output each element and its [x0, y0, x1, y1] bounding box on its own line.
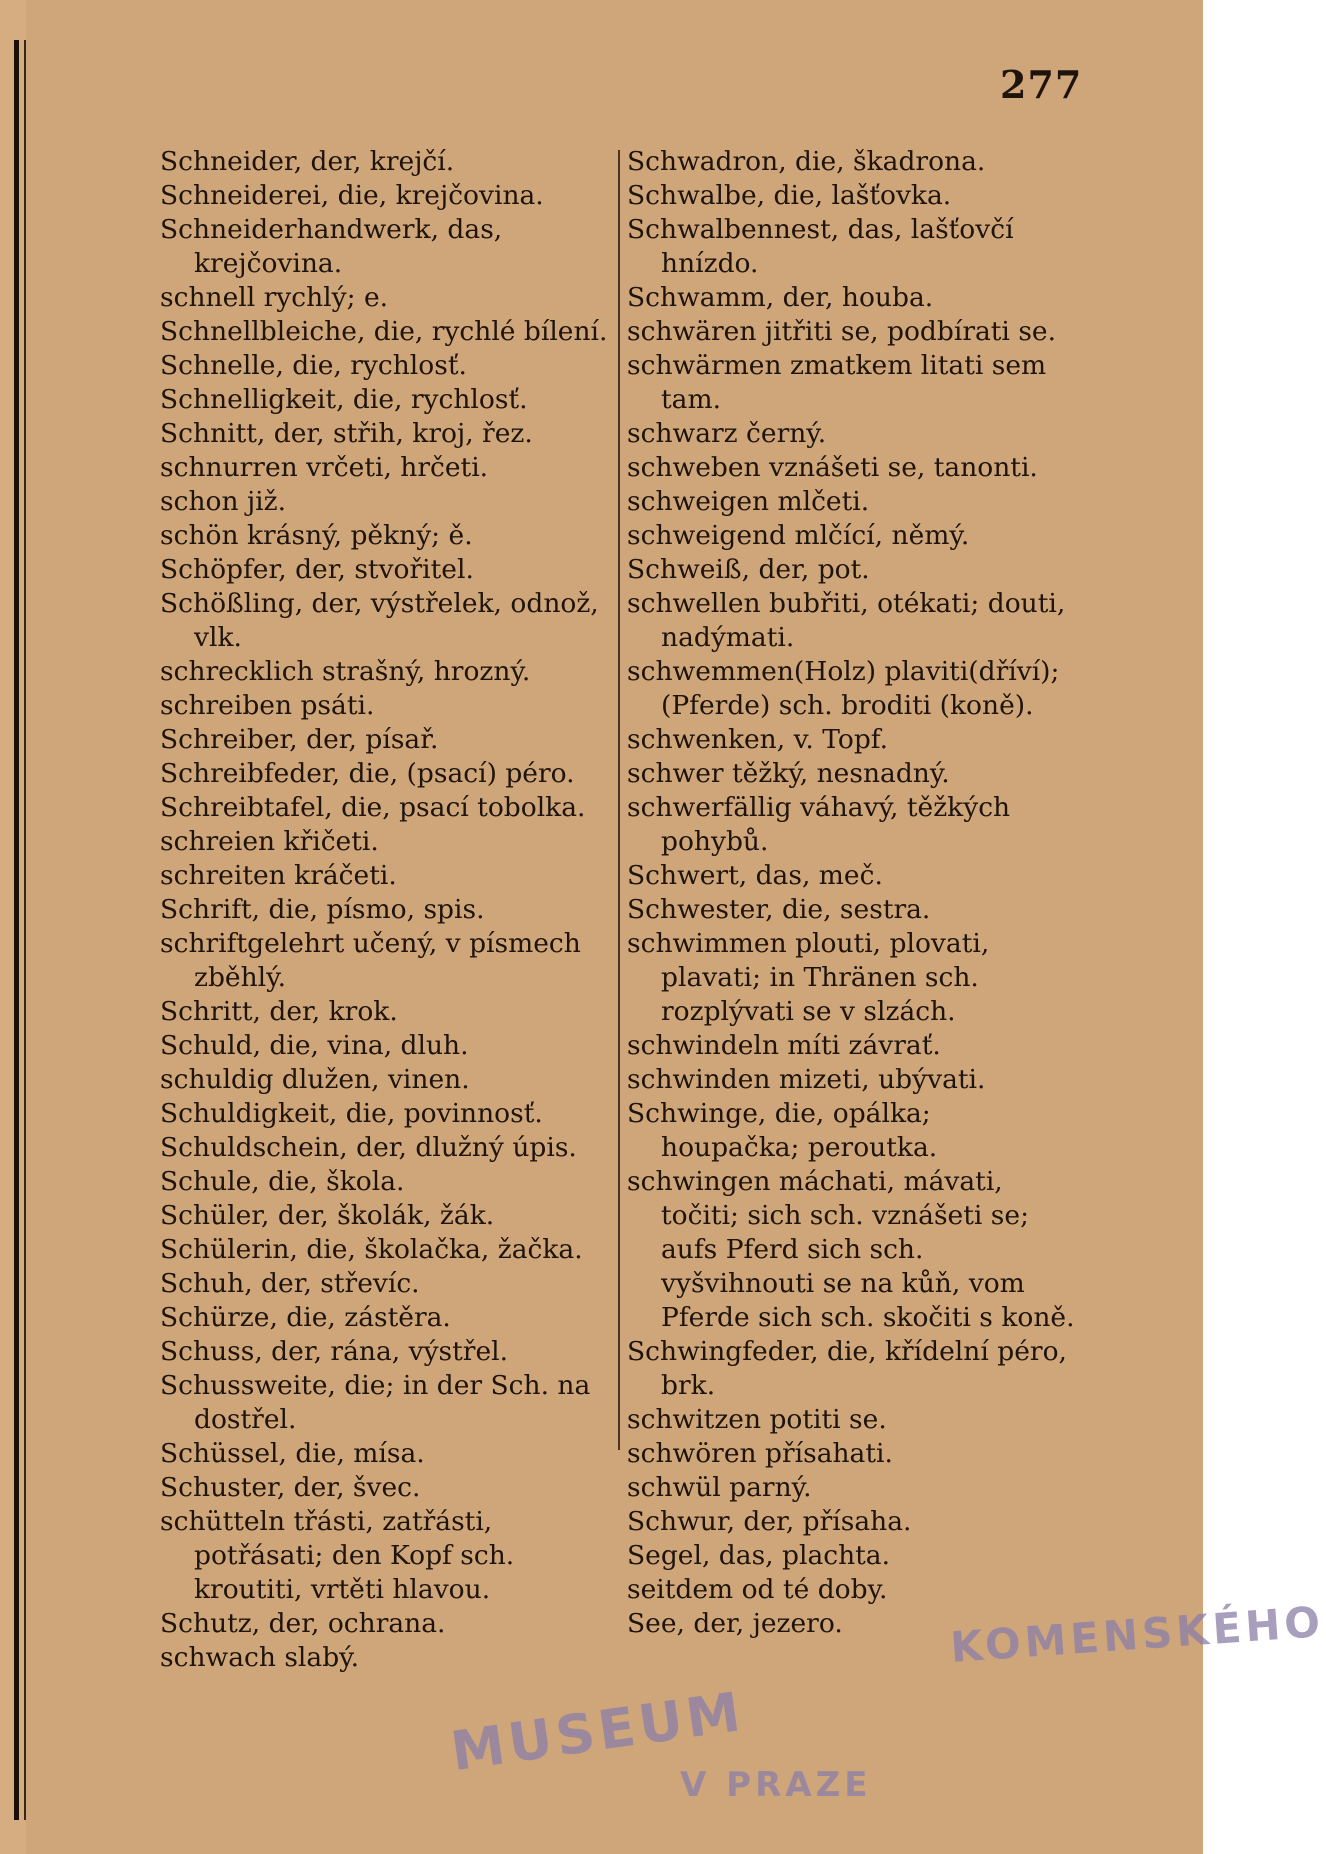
dictionary-entry: schwären jitřiti se, podbírati se.	[627, 316, 1057, 347]
dictionary-entry: seitdem od té doby.	[627, 1574, 888, 1605]
column-divider	[618, 150, 620, 1450]
dictionary-entry: schwimmen plouti, plovati, plavati; in Thränen sch. rozplývati se v slzách.	[627, 928, 990, 1027]
dictionary-entry: schon již.	[160, 486, 287, 517]
dictionary-entry: schnurren vrčeti, hrčeti.	[160, 452, 489, 483]
dictionary-entry: Schülerin, die, školačka, žačka.	[160, 1234, 583, 1265]
dictionary-entry: schön krásný, pěkný; ě.	[160, 520, 473, 551]
dictionary-entry: schwer těžký, nesnadný.	[627, 758, 950, 789]
dictionary-entry: schreien křičeti.	[160, 826, 379, 857]
dictionary-entry: Schwester, die, sestra.	[627, 894, 931, 925]
dictionary-entry: schweben vznášeti se, tanonti.	[627, 452, 1038, 483]
dictionary-entry: schwenken, v. Topf.	[627, 724, 889, 755]
dictionary-entry: Schnelle, die, rychlosť.	[160, 350, 467, 381]
dictionary-entry: schütteln třásti, zatřásti, potřásati; den Kopf sch. kroutiti, vrtěti hlavou.	[160, 1506, 515, 1605]
dictionary-entry: schwarz černý.	[627, 418, 827, 449]
dictionary-entry: Schreibtafel, die, psací tobolka.	[160, 792, 586, 823]
dictionary-entry: Schwingfeder, die, křídelní péro, brk.	[627, 1336, 1067, 1401]
dictionary-entry: Schutz, der, ochrana.	[160, 1608, 446, 1639]
dictionary-entry: Schule, die, škola.	[160, 1166, 405, 1197]
dictionary-entry: schreiten kráčeti.	[160, 860, 397, 891]
dictionary-entry: schwören přísahati.	[627, 1438, 893, 1469]
dictionary-entry: Schuldigkeit, die, povinnosť.	[160, 1098, 543, 1129]
dictionary-entry: Schneider, der, krejčí.	[160, 146, 455, 177]
dictionary-entry: Schöpfer, der, stvořitel.	[160, 554, 474, 585]
dictionary-entry: Schwalbe, die, lašťovka.	[627, 180, 952, 211]
dictionary-entry: Schnitt, der, střih, kroj, řez.	[160, 418, 533, 449]
dictionary-entry: schwindeln míti závrať.	[627, 1030, 941, 1061]
dictionary-entry: Schneiderei, die, krejčovina.	[160, 180, 544, 211]
dictionary-entry: Schuh, der, střevíc.	[160, 1268, 420, 1299]
dictionary-entry: schwinden mizeti, ubývati.	[627, 1064, 986, 1095]
dictionary-entry: Schneiderhandwerk, das, krejčovina.	[160, 214, 503, 279]
dictionary-entry: Segel, das, plachta.	[627, 1540, 891, 1571]
dictionary-entry: Schuster, der, švec.	[160, 1472, 421, 1503]
binding-edge	[14, 40, 19, 1820]
dictionary-entry: schwingen máchati, mávati, točiti; sich sch. vznášeti se; aufs Pferd sich sch. vyšvihnouti se na kůň, vom Pferde sich sch. skočiti s koně.	[627, 1166, 1075, 1333]
dictionary-entry: schriftgelehrt učený, v písmech zběhlý.	[160, 928, 581, 993]
dictionary-entry: Schwadron, die, škadrona.	[627, 146, 986, 177]
dictionary-entry: schwitzen potiti se.	[627, 1404, 887, 1435]
dictionary-entry: schrecklich strašný, hrozný.	[160, 656, 531, 687]
dictionary-entry: schweigend mlčící, němý.	[627, 520, 970, 551]
dictionary-entry: Schnelligkeit, die, rychlosť.	[160, 384, 528, 415]
dictionary-entry: Schnellbleiche, die, rychlé bílení.	[160, 316, 608, 347]
dictionary-entry: Schüler, der, školák, žák.	[160, 1200, 495, 1231]
dictionary-entry: Schuss, der, rána, výstřel.	[160, 1336, 509, 1367]
dictionary-entry: Schritt, der, krok.	[160, 996, 398, 1027]
dictionary-entry: schwach slabý.	[160, 1642, 360, 1673]
page-number: 277	[1000, 62, 1083, 107]
left-column	[160, 145, 612, 1675]
dictionary-entry: Schwalbennest, das, lašťovčí hnízdo.	[627, 214, 1014, 279]
stamp-text-komenskeho: KOMENSKÉHO	[948, 1597, 1326, 1672]
dictionary-entry: schnell rychlý; e.	[160, 282, 389, 313]
dictionary-entry: schreiben psáti.	[160, 690, 375, 721]
stamp-text-praha: V PRAZE	[680, 1765, 872, 1805]
dictionary-entry: Schwert, das, meč.	[627, 860, 883, 891]
dictionary-entry: Schwamm, der, houba.	[627, 282, 934, 313]
dictionary-entry: Schussweite, die; in der Sch. na dostřel.	[160, 1370, 591, 1435]
dictionary-entry: schwerfällig váhavý, těžkých pohybů.	[627, 792, 1011, 857]
dictionary-entry: Schuld, die, vina, dluh.	[160, 1030, 469, 1061]
dictionary-entry: schuldig dlužen, vinen.	[160, 1064, 470, 1095]
binding-edge-inner	[24, 40, 26, 1820]
dictionary-entry: Schwinge, die, opálka; houpačka; peroutka.	[627, 1098, 938, 1163]
dictionary-entry: Schreiber, der, písař.	[160, 724, 439, 755]
dictionary-entry: schwärmen zmatkem litati sem tam.	[627, 350, 1047, 415]
dictionary-entry: Schüssel, die, mísa.	[160, 1438, 425, 1469]
dictionary-entry: schwellen bubřiti, otékati; douti, nadýmati.	[627, 588, 1066, 653]
dictionary-entry: See, der, jezero.	[627, 1608, 843, 1639]
dictionary-entry: schwemmen(Holz) plaviti(dříví); (Pferde) sch. broditi (koně).	[627, 656, 1060, 721]
dictionary-entry: Schwur, der, přísaha.	[627, 1506, 912, 1537]
dictionary-entry: Schrift, die, písmo, spis.	[160, 894, 485, 925]
dictionary-entry: Schürze, die, zástěra.	[160, 1302, 451, 1333]
page-spine	[0, 0, 26, 1854]
dictionary-entry: schweigen mlčeti.	[627, 486, 870, 517]
dictionary-entry: schwül parný.	[627, 1472, 812, 1503]
stamp-text-museum: MUSEUM	[447, 1679, 748, 1784]
dictionary-entry: Schreibfeder, die, (psací) péro.	[160, 758, 575, 789]
right-column	[627, 145, 1077, 1641]
dictionary-entry: Schuldschein, der, dlužný úpis.	[160, 1132, 577, 1163]
dictionary-entry: Schößling, der, výstřelek, odnož, vlk.	[160, 588, 599, 653]
dictionary-entry: Schweiß, der, pot.	[627, 554, 870, 585]
